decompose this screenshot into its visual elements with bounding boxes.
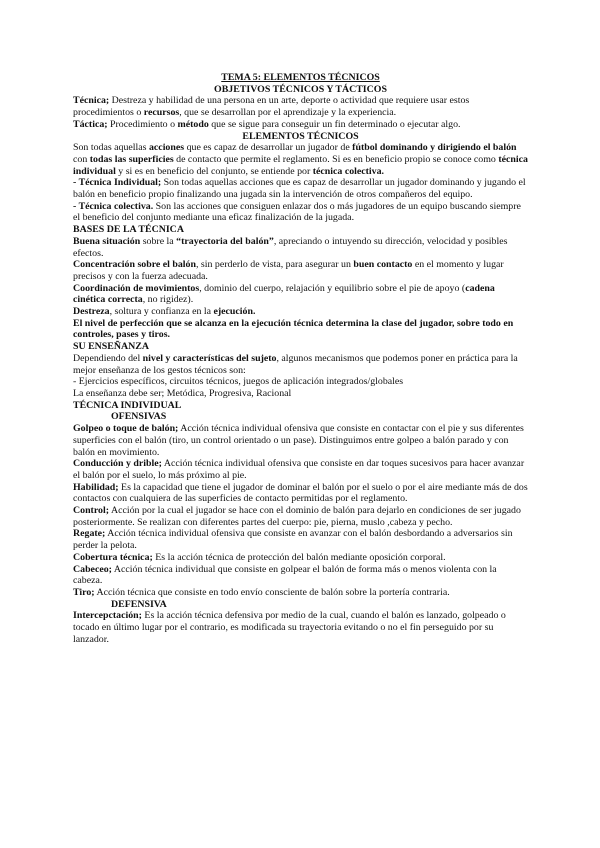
bases-nivel: El nivel de perfección que se alcanza en la ejecución técnica determina la clase del jugador, sobre todo en controles, pases y tiros.: [73, 317, 514, 341]
term: Táctica;: [73, 118, 108, 130]
tactica-definition: Táctica; Procedimiento o método que se sigue para conseguir un fin determinado o ejecutar algo.: [73, 118, 461, 130]
bases-destreza: Destreza, soltura y confianza en la ejecución.: [73, 306, 256, 318]
ofensiva-item: Control; Acción por la cual el jugador se hace con el dominio de balón para dejarlo en condiciones de ser jugado posteriormente. Se realizan con diferentes partes del cuerpo: pie, pierna, muslo ,cabeza y pecho.: [73, 505, 521, 528]
ofensiva-item: Habilidad; Es la capacidad que tiene el jugador de dominar el balón por el suelo o por el aire mediante más de dos contactos con cualquiera de las superficies de contacto permitidas por el reglamento.: [73, 481, 528, 505]
bases-coordinacion: Coordinación de movimientos, dominio del cuerpo, relajación y equilibrio sobre el pie de apoyo (cadena cinética correcta, no rigidez).: [73, 282, 495, 306]
term: Técnica;: [73, 95, 110, 107]
elementos-heading: ELEMENTOS TÉCNICOS: [242, 130, 359, 142]
tecnica-individual-heading: TÉCNICA INDIVIDUAL: [73, 399, 182, 411]
ofensiva-item: Cobertura técnica; Es la acción técnica de protección del balón mediante oposición corporal.: [73, 551, 446, 563]
bases-concentracion: Concentración sobre el balón, sin perderlo de vista, para asegurar un buen contacto en el momento y lugar precisos y con la fuerza adecuada.: [73, 259, 504, 282]
ofensiva-item: Tiro; Acción técnica que consiste en todo envío consciente de balón sobre la portería contraria.: [73, 586, 450, 598]
bases-buena-situacion: Buena situación sobre la “trayectoria del balón”, apreciando o intuyendo su dirección, velocidad y posibles efectos.: [73, 235, 508, 259]
ofensiva-item: Regate; Acción técnica individual ofensiva que consiste en avanzar con el balón desbordando a adversarios sin perder la pelota.: [73, 528, 513, 552]
ofensiva-item: Cabeceo; Acción técnica individual que consiste en golpear el balón de forma más o menos violenta con la cabeza.: [73, 563, 497, 587]
tecnica-definition: Técnica; Destreza y habilidad de una persona en un arte, deporte o actividad que requiere usar estos procedimientos o recursos, que se desarrollan por el aprendizaje y la experiencia.: [73, 95, 470, 119]
tecnica-colectiva-definition: - Técnica colectiva. Son las acciones que consiguen enlazar dos o más jugadores de un equipo buscando siempre el beneficio del conjunto mediante una eficaz finalización de la jugada.: [73, 200, 521, 224]
tecnica-individual-definition: - Técnica Individual; Son todas aquellas acciones que es capaz de desarrollar un jugador dominando y jugando el balón en beneficio propio finalizando una jugada sin la intervención de otros compañeros del equipo.: [73, 177, 526, 201]
ensenanza-ejercicios: - Ejercicios específicos, circuitos técnicos, juegos de aplicación integrados/globales: [73, 376, 404, 388]
ofensiva-item: Golpeo o toque de balón; Acción técnica individual ofensiva que consiste en contactar con el pie y sus diferentes superficies con el balón (tiro, un control orientado o un pase). Distinguimos entre golpeo a balón parado y con balón en movimiento.: [73, 423, 524, 458]
defensiva-item: Intercepctación; Es la acción técnica defensiva por medio de la cual, cuando el balón es lanzado, golpeado o tocado en último lugar por el contrario, es modificada su trayectoria evitando o no el fin perseguido por su lanzador.: [73, 610, 506, 645]
defensiva-heading: DEFENSIVA: [111, 598, 167, 610]
bases-heading: BASES DE LA TÉCNICA: [73, 224, 184, 236]
ofensiva-item: Conducción y drible; Acción técnica individual ofensiva que consiste en dar toques sucesivos para hacer avanzar el balón por el suelo, lo más próximo al pie.: [73, 458, 525, 481]
document-subtitle: OBJETIVOS TÉCNICOS Y TÁCTICOS: [214, 83, 387, 95]
ensenanza-heading: SU ENSEÑANZA: [73, 341, 150, 353]
document-title: TEMA 5: ELEMENTOS TÉCNICOS: [221, 72, 380, 83]
ensenanza-paragraph: Dependiendo del nivel y características del sujeto, algunos mecanismos que podemos poner en práctica para la mejor enseñanza de los gestos técnicos son:: [73, 352, 518, 376]
ensenanza-metodica: La enseñanza debe ser; Metódica, Progresiva, Racional: [73, 387, 292, 399]
ofensivas-heading: OFENSIVAS: [111, 411, 167, 423]
elementos-paragraph: Son todas aquellas acciones que es capaz de desarrollar un jugador de fútbol dominando y dirigiendo el balón con todas las superficies de contacto que permite el reglamento. Si es en beneficio propio se conoce como técnica individual y si es en beneficio del conjunto, se entiende por técnica colectiva.: [73, 142, 528, 177]
document-page: [73, 72, 528, 645]
